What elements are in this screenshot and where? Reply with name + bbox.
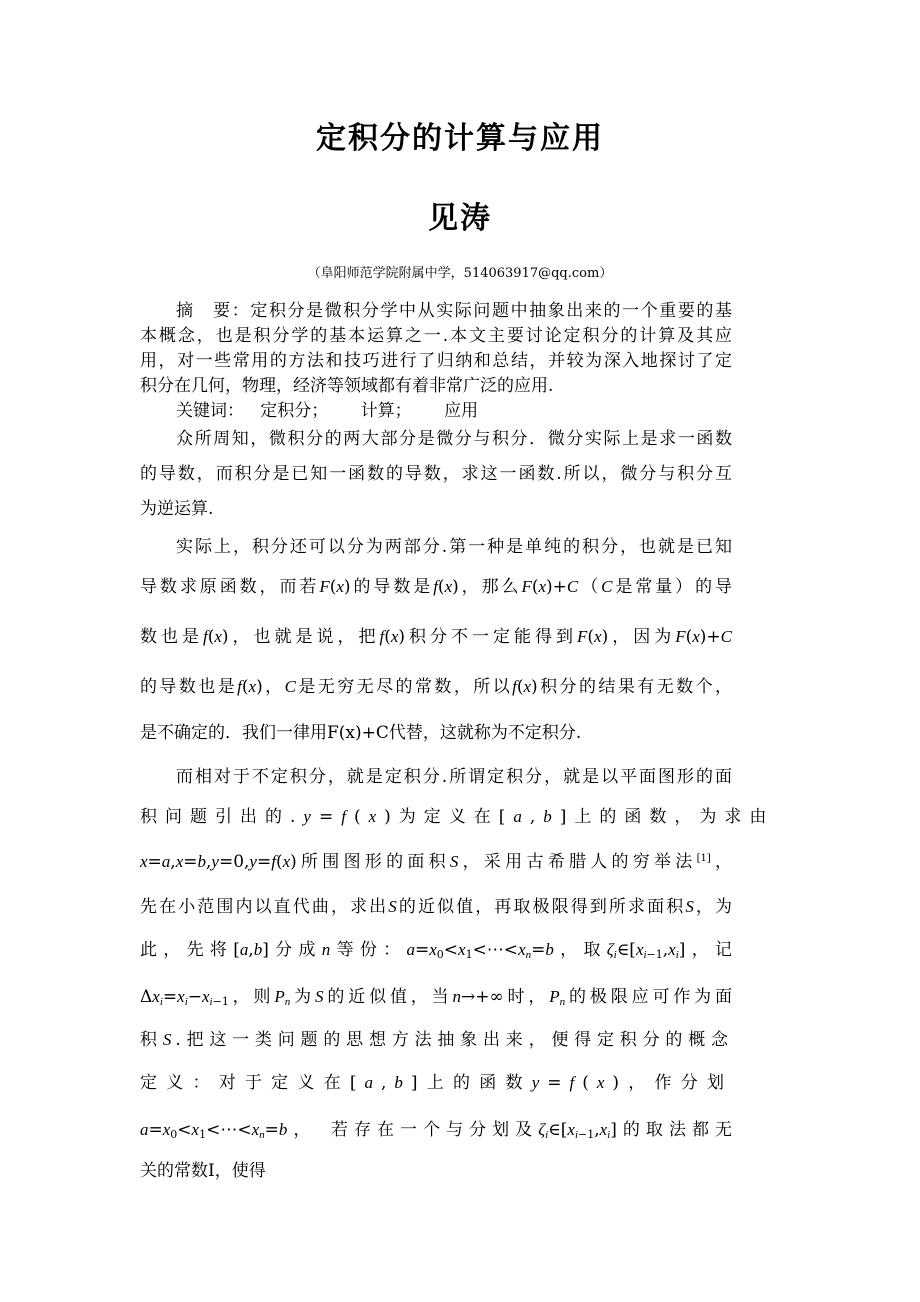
keyword-2: 计算；: [360, 401, 412, 421]
para3-line-7: 积S.把这一类问题的思想方法抽象出来，便得定积分的概念: [140, 1030, 733, 1050]
abstract-line-3: 用，对一些常用的方法和技巧进行了归纳和总结，并较为深入地探讨了定: [140, 351, 732, 371]
abstract-label: 摘 要：: [176, 301, 251, 321]
para3-line-6: $\Delta x_i=x_i-x_{i-1}$，则$P_n$为S的近似值，当n→+∞时，$P_n$的极限应可作为面: [140, 987, 733, 1008]
para2-line-5: 是不确定的．我们一律用F(x)+C代替，这就称为不定积分.: [140, 723, 582, 743]
keywords: [176, 396, 732, 421]
para1-line-2: 的导数，而积分是已知一函数的导数，求这一函数.所以，微分与积分互: [140, 464, 732, 484]
para3-line-2: 积问题引出的.y=f(x)为定义在[a,b]上的函数，为求由: [140, 807, 775, 827]
para1-line-1: 众所周知，微积分的两大部分是微分与积分．微分实际上是求一函数: [176, 429, 732, 449]
keyword-1: 定积分；: [260, 401, 329, 421]
para3-line-3: x=a,x=b,y=0,y=f(x)所围图形的面积S，采用古希腊人的穷举法[1]，: [140, 852, 732, 872]
para2-line-4: 的导数也是f(x)，C是无穷无尽的常数，所以f(x)积分的结果有无数个，: [140, 677, 733, 697]
para2-line-3: 数也是f(x)，也就是说，把f(x)积分不一定能得到F(x)，因为F(x)+C: [140, 627, 732, 647]
para3-line-5: 此，先将[a,b]分成n等份：$a=x_0<x_1<\cdots<x_n=b$，取$\zeta_i\in[x_{i-1},x_i]$，记: [140, 940, 733, 961]
para2-line-1: 实际上，积分还可以分为两部分.第一种是单纯的积分，也就是已知: [176, 537, 732, 557]
keywords-label: 关键词：: [176, 401, 244, 421]
para3-line-9: $a=x_0<x_1<\cdots<x_n=b$， 若存在一个与分划及$\zeta_i\in[x_{i-1},x_i]$的取法都无: [140, 1120, 732, 1141]
para3-line-10: 关的常数I，使得: [140, 1161, 266, 1181]
citation-ref: [1]: [696, 853, 711, 864]
abstract-line-1: 摘 要：定积分是微积分学中从实际问题中抽象出来的一个重要的基: [176, 301, 733, 321]
para3-line-8: 定义：对于定义在[a,b]上的函数y=f(x)，作分划: [140, 1073, 732, 1093]
document-title: 定积分的计算与应用: [316, 121, 604, 156]
abstract-line-2: 本概念，也是积分学的基本运算之一.本文主要讨论定积分的计算及其应: [140, 326, 732, 346]
para1-line-3: 为逆运算.: [140, 499, 214, 519]
para3-line-4: 先在小范围内以直代曲，求出S的近似值，再取极限得到所求面积S，为: [140, 897, 733, 917]
author-affiliation: （阜阳师范学院附属中学，514063917@qq.com）: [307, 266, 613, 281]
para2-line-2: 导数求原函数，而若F(x)的导数是f(x)，那么F(x)+C（C是常量）的导: [140, 577, 733, 597]
para3-line-1: 而相对于不定积分，就是定积分.所谓定积分，就是以平面图形的面: [176, 767, 732, 787]
keyword-3: 应用: [444, 401, 479, 421]
author-name: 见涛: [428, 201, 492, 236]
abstract-line-4: 积分在几何，物理，经济等领域都有着非常广泛的应用.: [140, 376, 554, 396]
